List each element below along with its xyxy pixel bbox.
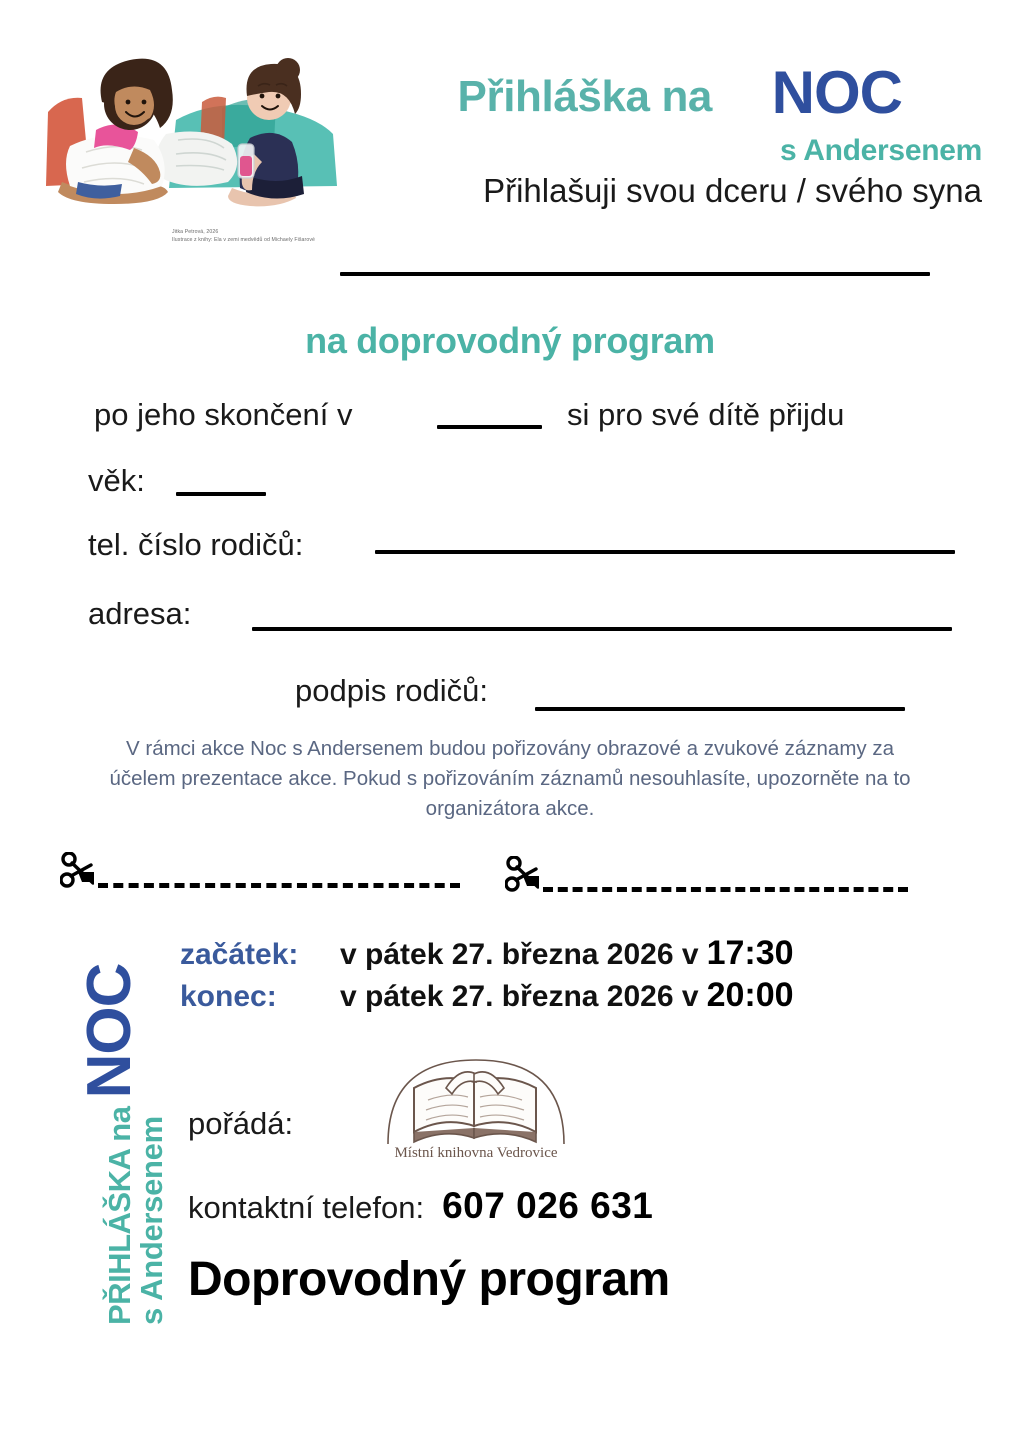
- scissors-icon: [60, 852, 94, 890]
- address-label: adresa:: [88, 596, 192, 631]
- sleepover-illustration: [26, 42, 346, 232]
- header-title-row: [340, 59, 940, 126]
- pickup-time-blank-line[interactable]: [437, 425, 542, 429]
- header-subtitle-accent: s Andersenem: [779, 134, 982, 167]
- pickup-label-after: si pro své dítě přijdu: [567, 397, 845, 432]
- side-banner-prefix: PŘIHLÁŠKA na: [102, 1098, 137, 1325]
- library-logo: [368, 1044, 584, 1162]
- header-intro-text: Přihlašuji svou dceru / svého syna: [483, 172, 982, 209]
- header-title-accent: NOC: [771, 59, 902, 126]
- address-blank-line[interactable]: [252, 627, 952, 631]
- scissors-icon: [505, 856, 539, 894]
- cut-dashes-left: [98, 883, 460, 888]
- schedule-start-label: začátek:: [180, 938, 299, 971]
- schedule-end-date: v pátek 27. března 2026 v: [340, 980, 699, 1013]
- pickup-label-before: po jeho skončení v: [94, 397, 353, 432]
- contact-phone: 607 026 631: [442, 1185, 654, 1226]
- signature-blank-line[interactable]: [535, 707, 905, 711]
- schedule-row-start: [180, 934, 970, 976]
- consent-paragraph: V rámci akce Noc s Andersenem budou pořizovány obrazové a zvukové záznamy za účelem prezentace akce. Pokud s pořizováním záznamů nesouhlasíte, upozorněte na to organizátora akce.: [109, 737, 911, 820]
- cut-dashes-right: [543, 887, 908, 892]
- phone-blank-line[interactable]: [375, 550, 955, 554]
- contact-row: [188, 1185, 653, 1227]
- schedule-row-end: [180, 976, 970, 1018]
- age-label: věk:: [88, 463, 145, 498]
- header-title-prefix: Přihláška na: [457, 72, 712, 121]
- schedule-start-time: 17:30: [706, 934, 794, 972]
- side-banner: [22, 905, 172, 1325]
- cut-line-row: [0, 852, 1020, 898]
- illustration-credit-line1: Jitka Petrová, 2026: [172, 229, 219, 235]
- child-name-blank-line[interactable]: [340, 272, 930, 276]
- schedule-block: [180, 934, 970, 1018]
- program-title: na doprovodný program: [305, 320, 715, 361]
- side-banner-line2: s Andersenem: [134, 1116, 169, 1325]
- schedule-end-label: konec:: [180, 980, 277, 1013]
- footer-title: Doprovodný program: [188, 1253, 670, 1306]
- illustration-credit: [172, 229, 362, 244]
- signature-label: podpis rodičů:: [295, 673, 489, 708]
- schedule-start-date: v pátek 27. března 2026 v: [340, 938, 699, 971]
- phone-label: tel. číslo rodičů:: [88, 527, 304, 562]
- svg-text:Místní knihovna Vedrovice: Místní knihovna Vedrovice: [394, 1145, 558, 1161]
- side-banner-accent: NOC: [75, 963, 144, 1099]
- age-blank-line[interactable]: [176, 492, 266, 496]
- schedule-end-time: 20:00: [706, 976, 794, 1014]
- contact-label: kontaktní telefon:: [188, 1190, 425, 1225]
- organizer-label: pořádá:: [188, 1106, 294, 1141]
- illustration-credit-line2: Ilustrace z knihy: Ela v zemi medvědů od Michaely Fišarové: [172, 236, 316, 243]
